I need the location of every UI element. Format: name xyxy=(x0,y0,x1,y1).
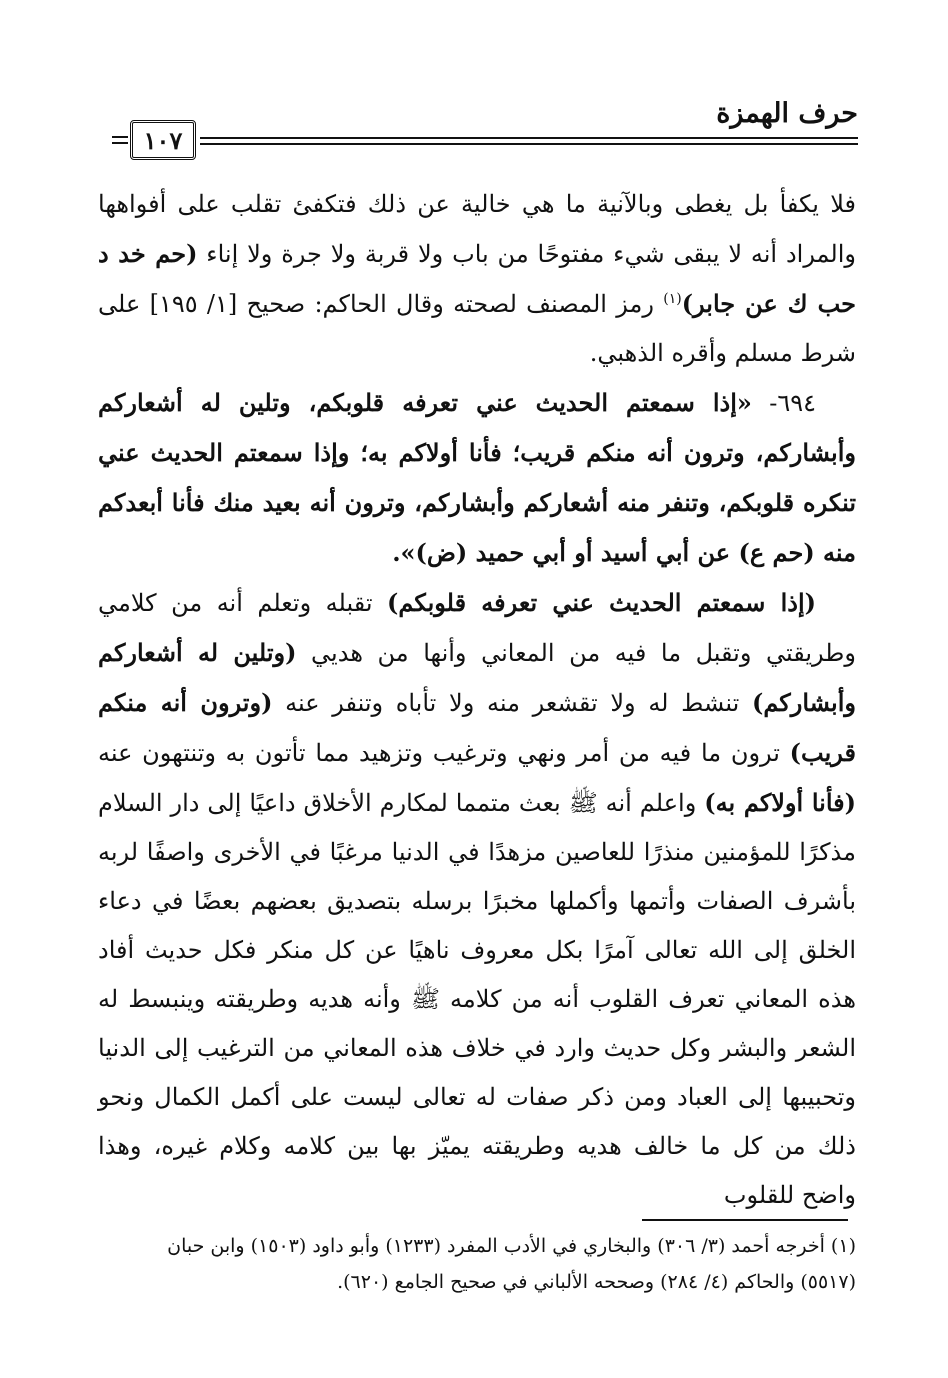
source-code: حب ك عن جابر) xyxy=(681,289,856,318)
footnote-rule xyxy=(642,1219,848,1221)
paragraph-continuation xyxy=(98,180,856,378)
commentary-text: واعلم أنه ﷺ بعث متمما لمكارم الأخلاق داعيًا إلى دار السلام مذكرًا للمؤمنين منذرًا للعاصين مزهدًا في الدنيا مرغبًا في الأخرى واصفًا لربه بأشرف الصفات وأتمها وأكملها مخبرًا برسله بتصديق بعضهم بعضًا في دعاء الخلق إلى الله تعالى آمرًا بكل معروف ناهيًا عن كل منكر فكل حديث أفاد هذه المعاني تعرف القلوب أنه من كلامه ﷺ وأنه هديه وطريقته وينبسط له الشعر والبشر وكل حديث وارد في خلاف هذه المعاني من الترغيب إلى الدنيا وتحبيبها إلى العباد ومن ذكر صفات له تعالى ليست على أكمل الكمال ونحو ذلك من كل ما خالف هديه وطريقته يميّز بها بين كلامه وكلام غيره، وهذا واضح للقلوب xyxy=(98,789,856,1209)
hadith-number: ٦٩٤- xyxy=(751,389,816,417)
text-line: شرط مسلم وأقره الذهبي. xyxy=(589,339,856,367)
quoted-phrase: (فأنا أولاكم به) xyxy=(704,788,857,817)
page-number-ornament xyxy=(112,142,128,144)
source-code: (حم خد د xyxy=(98,239,198,268)
commentary-text: تنشط له ولا تقشعر منه ولا تأباه وتنفر عنه xyxy=(272,689,752,717)
commentary-text: تقبله وتعلم أنه من كلامي وطريقتي وتقبل ما فيه من المعاني وأنها من هديي xyxy=(98,589,856,667)
footnote-marker: (١) xyxy=(663,291,682,307)
quoted-phrase: (وتلين له أشعاركم وأبشاركم) xyxy=(98,638,856,717)
page-number-box xyxy=(130,120,196,160)
text-line: رمز المصنف لصحته وقال الحاكم: صحيح [١/ ١٩٥] على xyxy=(98,290,664,318)
page-number-ornament xyxy=(112,136,128,138)
text-line: فلا يكفأ بل يغطى وبالآنية ما هي خالية عن ذلك فتكفئ تقلب على أفواهها xyxy=(98,190,856,218)
hadith-text: «إذا سمعتم الحديث عني تعرفه قلوبكم، وتلين له أشعاركم وأبشاركم، وترون أنه منكم قريب؛ فأنا أولاكم به؛ وإذا سمعتم الحديث عني تنكره قلوبكم، وتنفر منه أشعاركم وأبشاركم، وترون أنه بعيد منك فأنا أبعدكم منه (حم ع) عن أبي أسيد أو أبي حميد (ض)». xyxy=(98,388,856,567)
commentary-text: ترون ما فيه من أمر ونهي وترغيب وتزهيد مما تأتون به وتنتهون عنه xyxy=(98,739,790,767)
footnote-line: (٥٥١٧) والحاكم (٤/ ٢٨٤) وصححه الألباني في صحيح الجامع (٦٢٠). xyxy=(337,1271,856,1293)
footnote xyxy=(100,1228,856,1300)
commentary-paragraph xyxy=(98,578,856,1220)
quoted-phrase: (إذا سمعتم الحديث عني تعرفه قلوبكم) xyxy=(387,588,816,617)
hadith-paragraph xyxy=(98,378,856,578)
footnote-line: (١) أخرجه أحمد (٣/ ٣٠٦) والبخاري في الأدب المفرد (١٢٣٣) وأبو داود (١٥٠٣) وابن حبان xyxy=(167,1235,856,1257)
chapter-title: حرف الهمزة xyxy=(716,98,858,129)
header-rule xyxy=(200,143,858,145)
quoted-phrase: (وترون أنه منكم قريب) xyxy=(98,688,856,767)
body-text xyxy=(98,180,856,1220)
text-line: والمراد أنه لا يبقى شيء مفتوحًا من باب ولا قربة ولا جرة ولا إناء xyxy=(197,240,856,268)
header-rule xyxy=(200,137,858,139)
page-number: ١٠٧ xyxy=(143,125,183,155)
